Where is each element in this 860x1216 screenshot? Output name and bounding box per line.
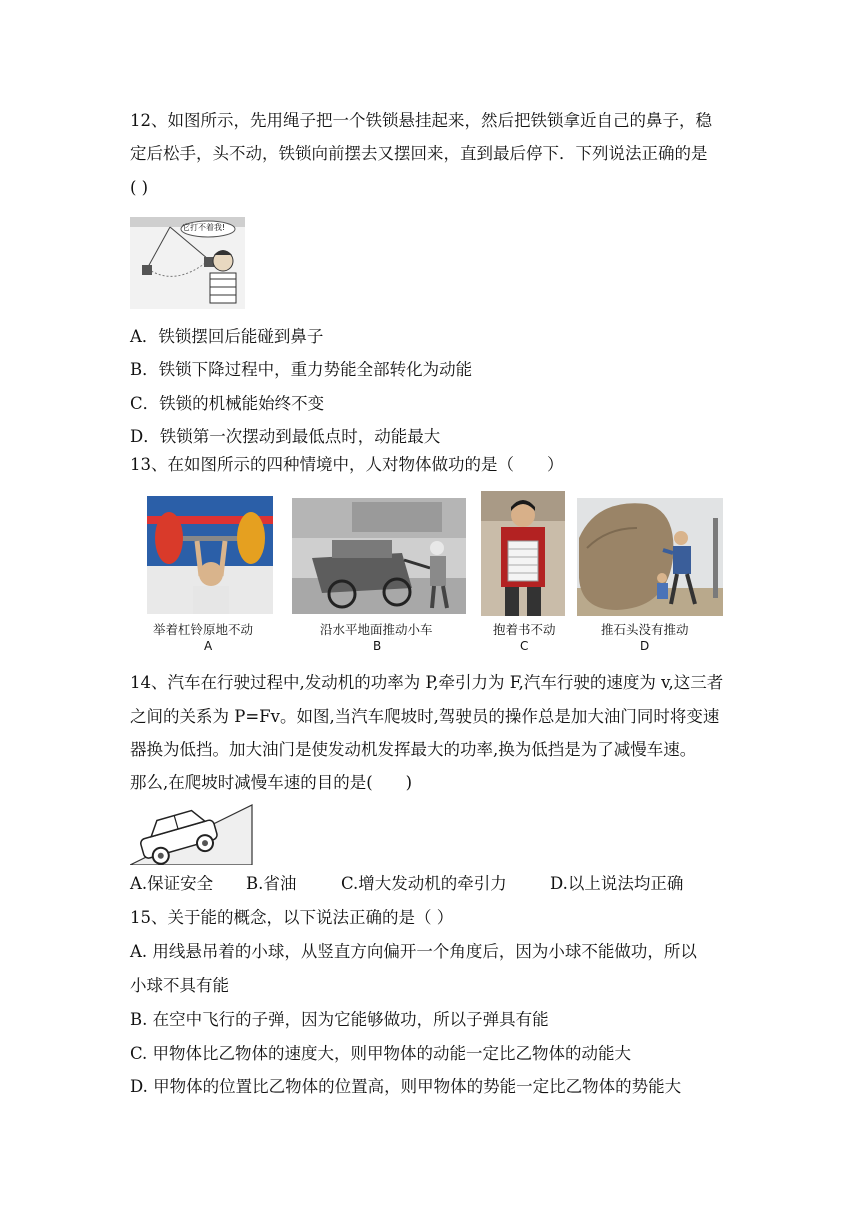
q14-stem-line-3: 器换为低挡。加大油门是使发动机发挥最大的功率,换为低挡是为了减慢车速。	[130, 740, 697, 759]
q13-image-b	[292, 498, 466, 614]
q14-option-b: B.省油	[246, 874, 297, 893]
q14-car-slope-figure	[130, 803, 254, 865]
q15-option-b: B. 在空中飞行的子弹，因为它能够做功，所以子弹具有能	[130, 1010, 549, 1029]
q14-stem-line-1: 14、汽车在行驶过程中,发动机的功率为 P,牵引力为 F,汽车行驶的速度为 v,这三者	[130, 673, 724, 692]
q12-option-a: A．铁锁摆回后能碰到鼻子	[130, 327, 324, 346]
q12-option-c: C．铁锁的机械能始终不变	[130, 394, 325, 413]
q12-option-b: B．铁锁下降过程中，重力势能全部转化为动能	[130, 360, 473, 379]
q12-option-d: D．铁锁第一次摆动到最低点时，动能最大	[130, 427, 441, 446]
q13-image-c	[481, 491, 565, 616]
q12-stem-line-1: 12、如图所示，先用绳子把一个铁锁悬挂起来，然后把铁锁拿近自己的鼻子，稳	[130, 111, 712, 130]
q15-stem: 15、关于能的概念，以下说法正确的是（ ）	[130, 908, 454, 927]
q15-option-c: C. 甲物体比乙物体的速度大，则甲物体的动能一定比乙物体的动能大	[130, 1044, 632, 1063]
q15-option-a-line-2: 小球不具有能	[130, 976, 229, 995]
q13-caption-c: 抱着书不动	[493, 622, 556, 637]
q12-stem-line-2: 定后松手，头不动，铁锁向前摆去又摆回来，直到最后停下．下列说法正确的是	[130, 144, 708, 163]
q13-stem: 13、在如图所示的四种情境中，人对物体做功的是（ ）	[130, 455, 564, 474]
q13-image-a	[147, 496, 273, 614]
q13-letter-a: A	[204, 639, 213, 653]
q14-stem-line-4: 那么,在爬坡时减慢车速的目的是( )	[130, 773, 413, 792]
q12-speech-bubble: 它打不着我!	[182, 223, 226, 232]
q14-option-d: D.以上说法均正确	[550, 874, 684, 893]
q13-letter-b: B	[373, 639, 382, 653]
q13-caption-b: 沿水平地面推动小车	[320, 622, 433, 637]
q15-option-a-line-1: A. 用线悬吊着的小球，从竖直方向偏开一个角度后，因为小球不能做功，所以	[130, 942, 697, 961]
q13-image-d	[577, 498, 723, 616]
q12-pendulum-figure	[130, 217, 245, 309]
q13-letter-d: D	[640, 639, 650, 653]
q14-stem-line-2: 之间的关系为 P=Fv。如图,当汽车爬坡时,驾驶员的操作总是加大油门同时将变速	[130, 707, 720, 726]
q13-caption-d: 推石头没有推动	[601, 622, 689, 637]
q14-option-c: C.增大发动机的牵引力	[341, 874, 507, 893]
q13-caption-a: 举着杠铃原地不动	[153, 622, 254, 637]
q12-answer-blank: ( )	[130, 178, 149, 197]
q15-option-d: D. 甲物体的位置比乙物体的位置高，则甲物体的势能一定比乙物体的势能大	[130, 1077, 682, 1096]
q14-option-a: A.保证安全	[130, 874, 214, 893]
q13-letter-c: C	[520, 639, 529, 653]
